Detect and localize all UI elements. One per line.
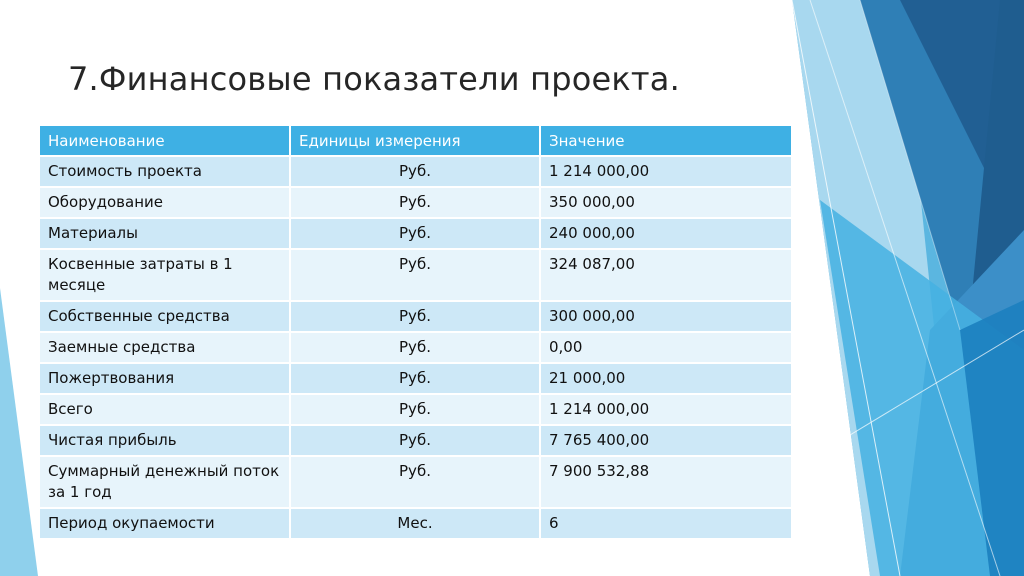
- row-unit: Руб.: [290, 425, 540, 456]
- column-header-unit: Единицы измерения: [290, 126, 540, 156]
- table-row: [40, 363, 791, 394]
- row-name: Материалы: [40, 218, 290, 249]
- row-unit: Руб.: [290, 394, 540, 425]
- row-value: 6: [540, 508, 791, 538]
- row-name: Всего: [40, 394, 290, 425]
- row-name: Пожертвования: [40, 363, 290, 394]
- table-row: [40, 301, 791, 332]
- row-name: Стоимость проекта: [40, 156, 290, 187]
- row-value: 7 765 400,00: [540, 425, 791, 456]
- row-value: 0,00: [540, 332, 791, 363]
- table-header-row: [40, 126, 791, 156]
- row-value: 300 000,00: [540, 301, 791, 332]
- table-row: [40, 187, 791, 218]
- row-unit: Мес.: [290, 508, 540, 538]
- table-row: [40, 218, 791, 249]
- row-unit: Руб.: [290, 249, 540, 301]
- row-value: 240 000,00: [540, 218, 791, 249]
- row-value: 324 087,00: [540, 249, 791, 301]
- row-value: 1 214 000,00: [540, 156, 791, 187]
- row-name: Собственные средства: [40, 301, 290, 332]
- table-row: [40, 508, 791, 538]
- table-row: [40, 394, 791, 425]
- row-value: 1 214 000,00: [540, 394, 791, 425]
- row-unit: Руб.: [290, 156, 540, 187]
- row-unit: Руб.: [290, 363, 540, 394]
- column-header-name: Наименование: [40, 126, 290, 156]
- table-row: [40, 156, 791, 187]
- slide-title: 7.Финансовые показатели проекта.: [68, 60, 680, 98]
- row-unit: Руб.: [290, 301, 540, 332]
- column-header-value: Значение: [540, 126, 791, 156]
- row-name: Период окупаемости: [40, 508, 290, 538]
- row-unit: Руб.: [290, 187, 540, 218]
- row-unit: Руб.: [290, 456, 540, 508]
- row-unit: Руб.: [290, 218, 540, 249]
- row-value: 21 000,00: [540, 363, 791, 394]
- table-row: [40, 332, 791, 363]
- table-row: [40, 249, 791, 301]
- table-row: [40, 425, 791, 456]
- table-row: [40, 456, 791, 508]
- financial-indicators-table: [40, 126, 791, 538]
- row-name: Чистая прибыль: [40, 425, 290, 456]
- row-unit: Руб.: [290, 332, 540, 363]
- row-name: Косвенные затраты в 1 месяце: [40, 249, 290, 301]
- row-name: Оборудование: [40, 187, 290, 218]
- row-name: Суммарный денежный поток за 1 год: [40, 456, 290, 508]
- row-value: 350 000,00: [540, 187, 791, 218]
- row-value: 7 900 532,88: [540, 456, 791, 508]
- row-name: Заемные средства: [40, 332, 290, 363]
